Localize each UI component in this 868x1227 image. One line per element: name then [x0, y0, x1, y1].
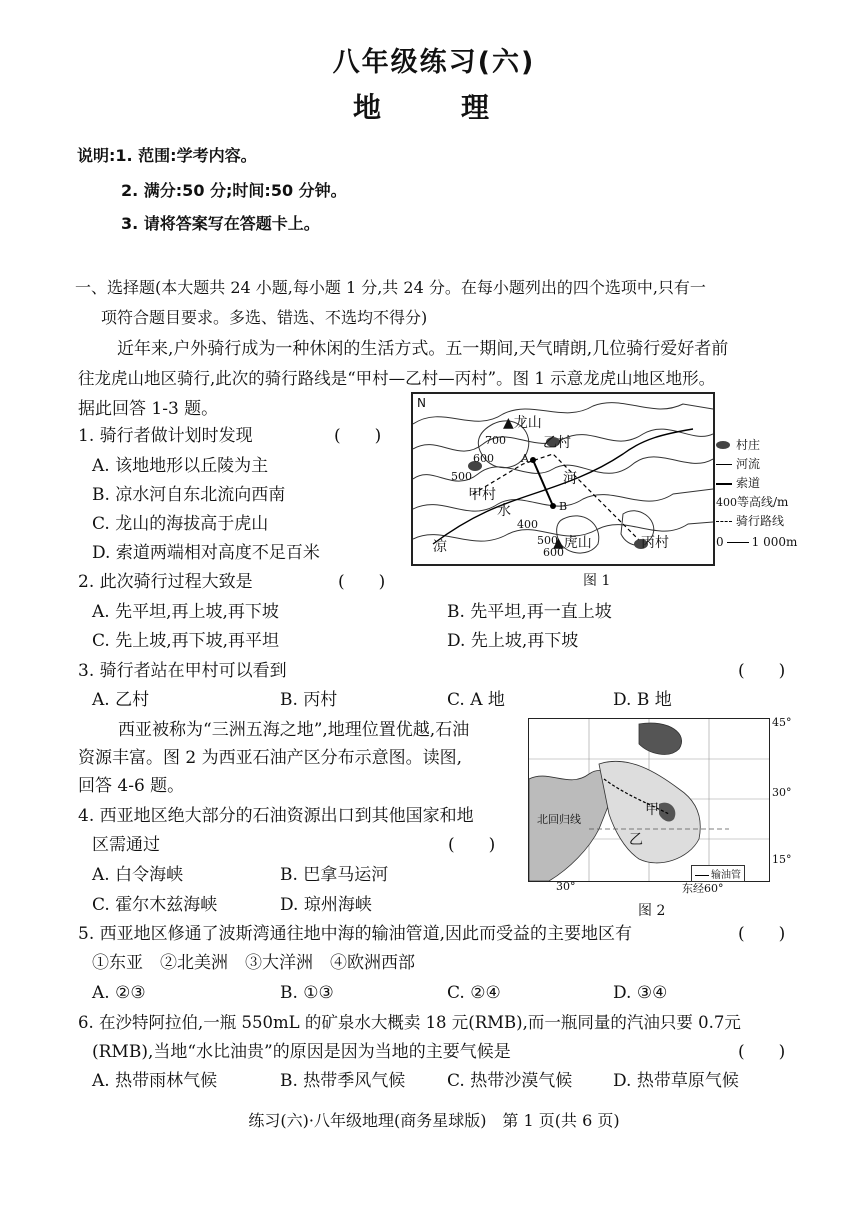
legend-river: 河流: [716, 455, 816, 474]
q5-stem: 5. 西亚地区修通了波斯湾通往地中海的输油管道,因此而受益的主要地区有: [78, 924, 633, 944]
passage2-line1: 西亚被称为“三洲五海之地”,地理位置优越,石油: [118, 720, 470, 740]
q4-stem: 4. 西亚地区绝大部分的石油资源出口到其他国家和地: [78, 806, 474, 826]
contour-label: 600: [473, 452, 494, 465]
q6-stem: 6. 在沙特阿拉伯,一瓶 550mL 的矿泉水大概卖 18 元(RMB),而一瓶同量的汽油只要 0.7元: [78, 1013, 741, 1032]
q6-option-d: D. 热带草原气候: [613, 1071, 739, 1091]
page-title: 八年级练习(六): [332, 47, 536, 78]
contour-label: 500: [537, 534, 558, 547]
cableway-end-b: [550, 503, 556, 509]
q5-answer-paren: ( ): [738, 924, 786, 944]
legend-village: 村庄: [716, 436, 816, 455]
q3-stem: 3. 骑行者站在甲村可以看到: [78, 661, 287, 681]
section-heading-cont: 项符合题目要求。多选、错选、不选均不得分): [101, 308, 428, 327]
passage1-line1: 近年来,户外骑行成为一种休闲的生活方式。五一期间,天气晴朗,几位骑行爱好者前: [117, 339, 729, 359]
q5-option-b: B. ①③: [280, 983, 334, 1003]
contour-label: 500: [451, 470, 472, 483]
q3-answer-paren: ( ): [738, 661, 786, 681]
q6-stem-cont: (RMB),当地“水比油贵”的原因是因为当地的主要气候是: [92, 1042, 511, 1062]
pipeline-legend: 输油管: [691, 865, 745, 882]
figure-1-map: [411, 392, 715, 566]
q1-option-d: D. 索道两端相对高度不足百米: [92, 543, 320, 563]
scale-bar: 0 1 000m: [716, 535, 798, 549]
note-line-2: 2. 满分:50 分;时间:50 分钟。: [121, 181, 347, 200]
lat-45-label: 45°: [772, 716, 792, 729]
page-footer: 练习(六)·八年级地理(商务星球版) 第 1 页(共 6 页): [248, 1111, 620, 1130]
village-icon: [716, 441, 730, 449]
q3-option-c: C. A 地: [447, 690, 505, 710]
q4-option-c: C. 霍尔木兹海峡: [92, 895, 218, 915]
subject-title: 地 理: [352, 91, 515, 124]
label-bingcun: 丙村: [641, 535, 669, 551]
passage1-line2: 往龙虎山地区骑行,此次的骑行路线是“甲村—乙村—丙村”。图 1 示意龙虎山地区地形。: [78, 369, 716, 388]
q3-option-b: B. 丙村: [280, 690, 338, 710]
legend-route: 骑行路线: [716, 512, 816, 531]
label-longshan: ▲龙山: [503, 415, 542, 431]
figure-2-map: [528, 718, 770, 882]
cableway-icon: [716, 483, 732, 485]
label-yicun: 乙村: [543, 435, 571, 451]
passage1-line3: 据此回答 1-3 题。: [78, 399, 219, 419]
note-line-1: 说明:1. 范围:学考内容。: [77, 146, 257, 165]
q1-option-a: A. 该地地形以丘陵为主: [92, 456, 269, 476]
q2-stem: 2. 此次骑行过程大致是: [78, 572, 253, 592]
note-line-3: 3. 请将答案写在答题卡上。: [121, 214, 320, 233]
contour-line: [413, 403, 713, 424]
pipeline-icon: [695, 875, 709, 876]
q4-option-b: B. 巴拿马运河: [280, 865, 389, 885]
q6-answer-paren: ( ): [738, 1042, 786, 1062]
q1-stem: 1. 骑行者做计划时发现: [78, 426, 253, 446]
label-jiacun: 甲村: [468, 487, 496, 503]
contour-label: 600: [543, 546, 564, 559]
q2-option-c: C. 先上坡,再下坡,再平坦: [92, 631, 280, 651]
label-point-b: B: [559, 500, 568, 513]
q2-answer-paren: ( ): [338, 572, 386, 592]
river-icon: [716, 464, 732, 465]
q5-option-d: D. ③④: [613, 983, 668, 1003]
q6-option-a: A. 热带雨林气候: [92, 1071, 218, 1091]
q5-option-a: A. ②③: [92, 983, 146, 1003]
passage2-line2: 资源丰富。图 2 为西亚石油产区分布示意图。读图,: [78, 748, 463, 768]
figure-2-caption: 图 2: [638, 903, 666, 919]
caspian-sea: [639, 723, 682, 754]
lon-30-label: 30°: [556, 880, 576, 893]
passage2-line3: 回答 4-6 题。: [78, 776, 185, 796]
lat-30-label: 30°: [772, 786, 792, 799]
label-shui: 水: [497, 503, 511, 519]
legend-cableway: 索道: [716, 474, 816, 493]
north-arrow-icon: N: [417, 396, 426, 410]
legend-contour: 400等高线/m: [716, 495, 789, 509]
q4-option-d: D. 琼州海峡: [280, 895, 372, 915]
label-liang: 凉: [433, 539, 447, 555]
route-icon: [716, 521, 732, 522]
q3-option-d: D. B 地: [613, 690, 672, 710]
q5-option-c: C. ②④: [447, 983, 501, 1003]
q1-answer-paren: ( ): [334, 426, 382, 446]
q2-option-b: B. 先平坦,再一直上坡: [447, 602, 612, 622]
q1-option-b: B. 凉水河自东北流向西南: [92, 485, 286, 505]
figure-1-legend: [716, 436, 816, 552]
label-jia: 甲: [645, 802, 659, 818]
q4-stem-cont: 区需通过: [92, 835, 160, 855]
label-hushan: ▲虎山: [553, 535, 592, 551]
scale-bar-icon: [727, 542, 749, 543]
q2-option-d: D. 先上坡,再下坡: [447, 631, 579, 651]
q2-option-a: A. 先平坦,再上坡,再下坡: [92, 602, 279, 622]
label-point-a: A: [521, 452, 529, 465]
q4-answer-paren: ( ): [448, 835, 496, 855]
contour-label: 400: [517, 518, 538, 531]
lat-15-label: 15°: [772, 853, 792, 866]
q4-option-a: A. 白令海峡: [92, 865, 184, 885]
label-yi: 乙: [629, 832, 643, 848]
section-heading: 一、选择题(本大题共 24 小题,每小题 1 分,共 24 分。在每小题列出的四个选项中,只有一: [75, 278, 706, 297]
label-tropic: 北回归线: [537, 813, 581, 826]
figure-1-caption: 图 1: [583, 573, 611, 589]
contour-label: 700: [485, 434, 506, 447]
q5-choices: ①东亚 ②北美洲 ③大洋洲 ④欧洲西部: [92, 953, 415, 973]
q6-option-b: B. 热带季风气候: [280, 1071, 406, 1091]
q6-option-c: C. 热带沙漠气候: [447, 1071, 573, 1091]
q1-option-c: C. 龙山的海拔高于虎山: [92, 514, 269, 534]
cableway-line: [533, 460, 553, 506]
cableway-end-a: [530, 457, 536, 463]
label-he: 河: [563, 471, 577, 487]
lon-60-label: 东经60°: [682, 882, 724, 895]
q3-option-a: A. 乙村: [92, 690, 150, 710]
